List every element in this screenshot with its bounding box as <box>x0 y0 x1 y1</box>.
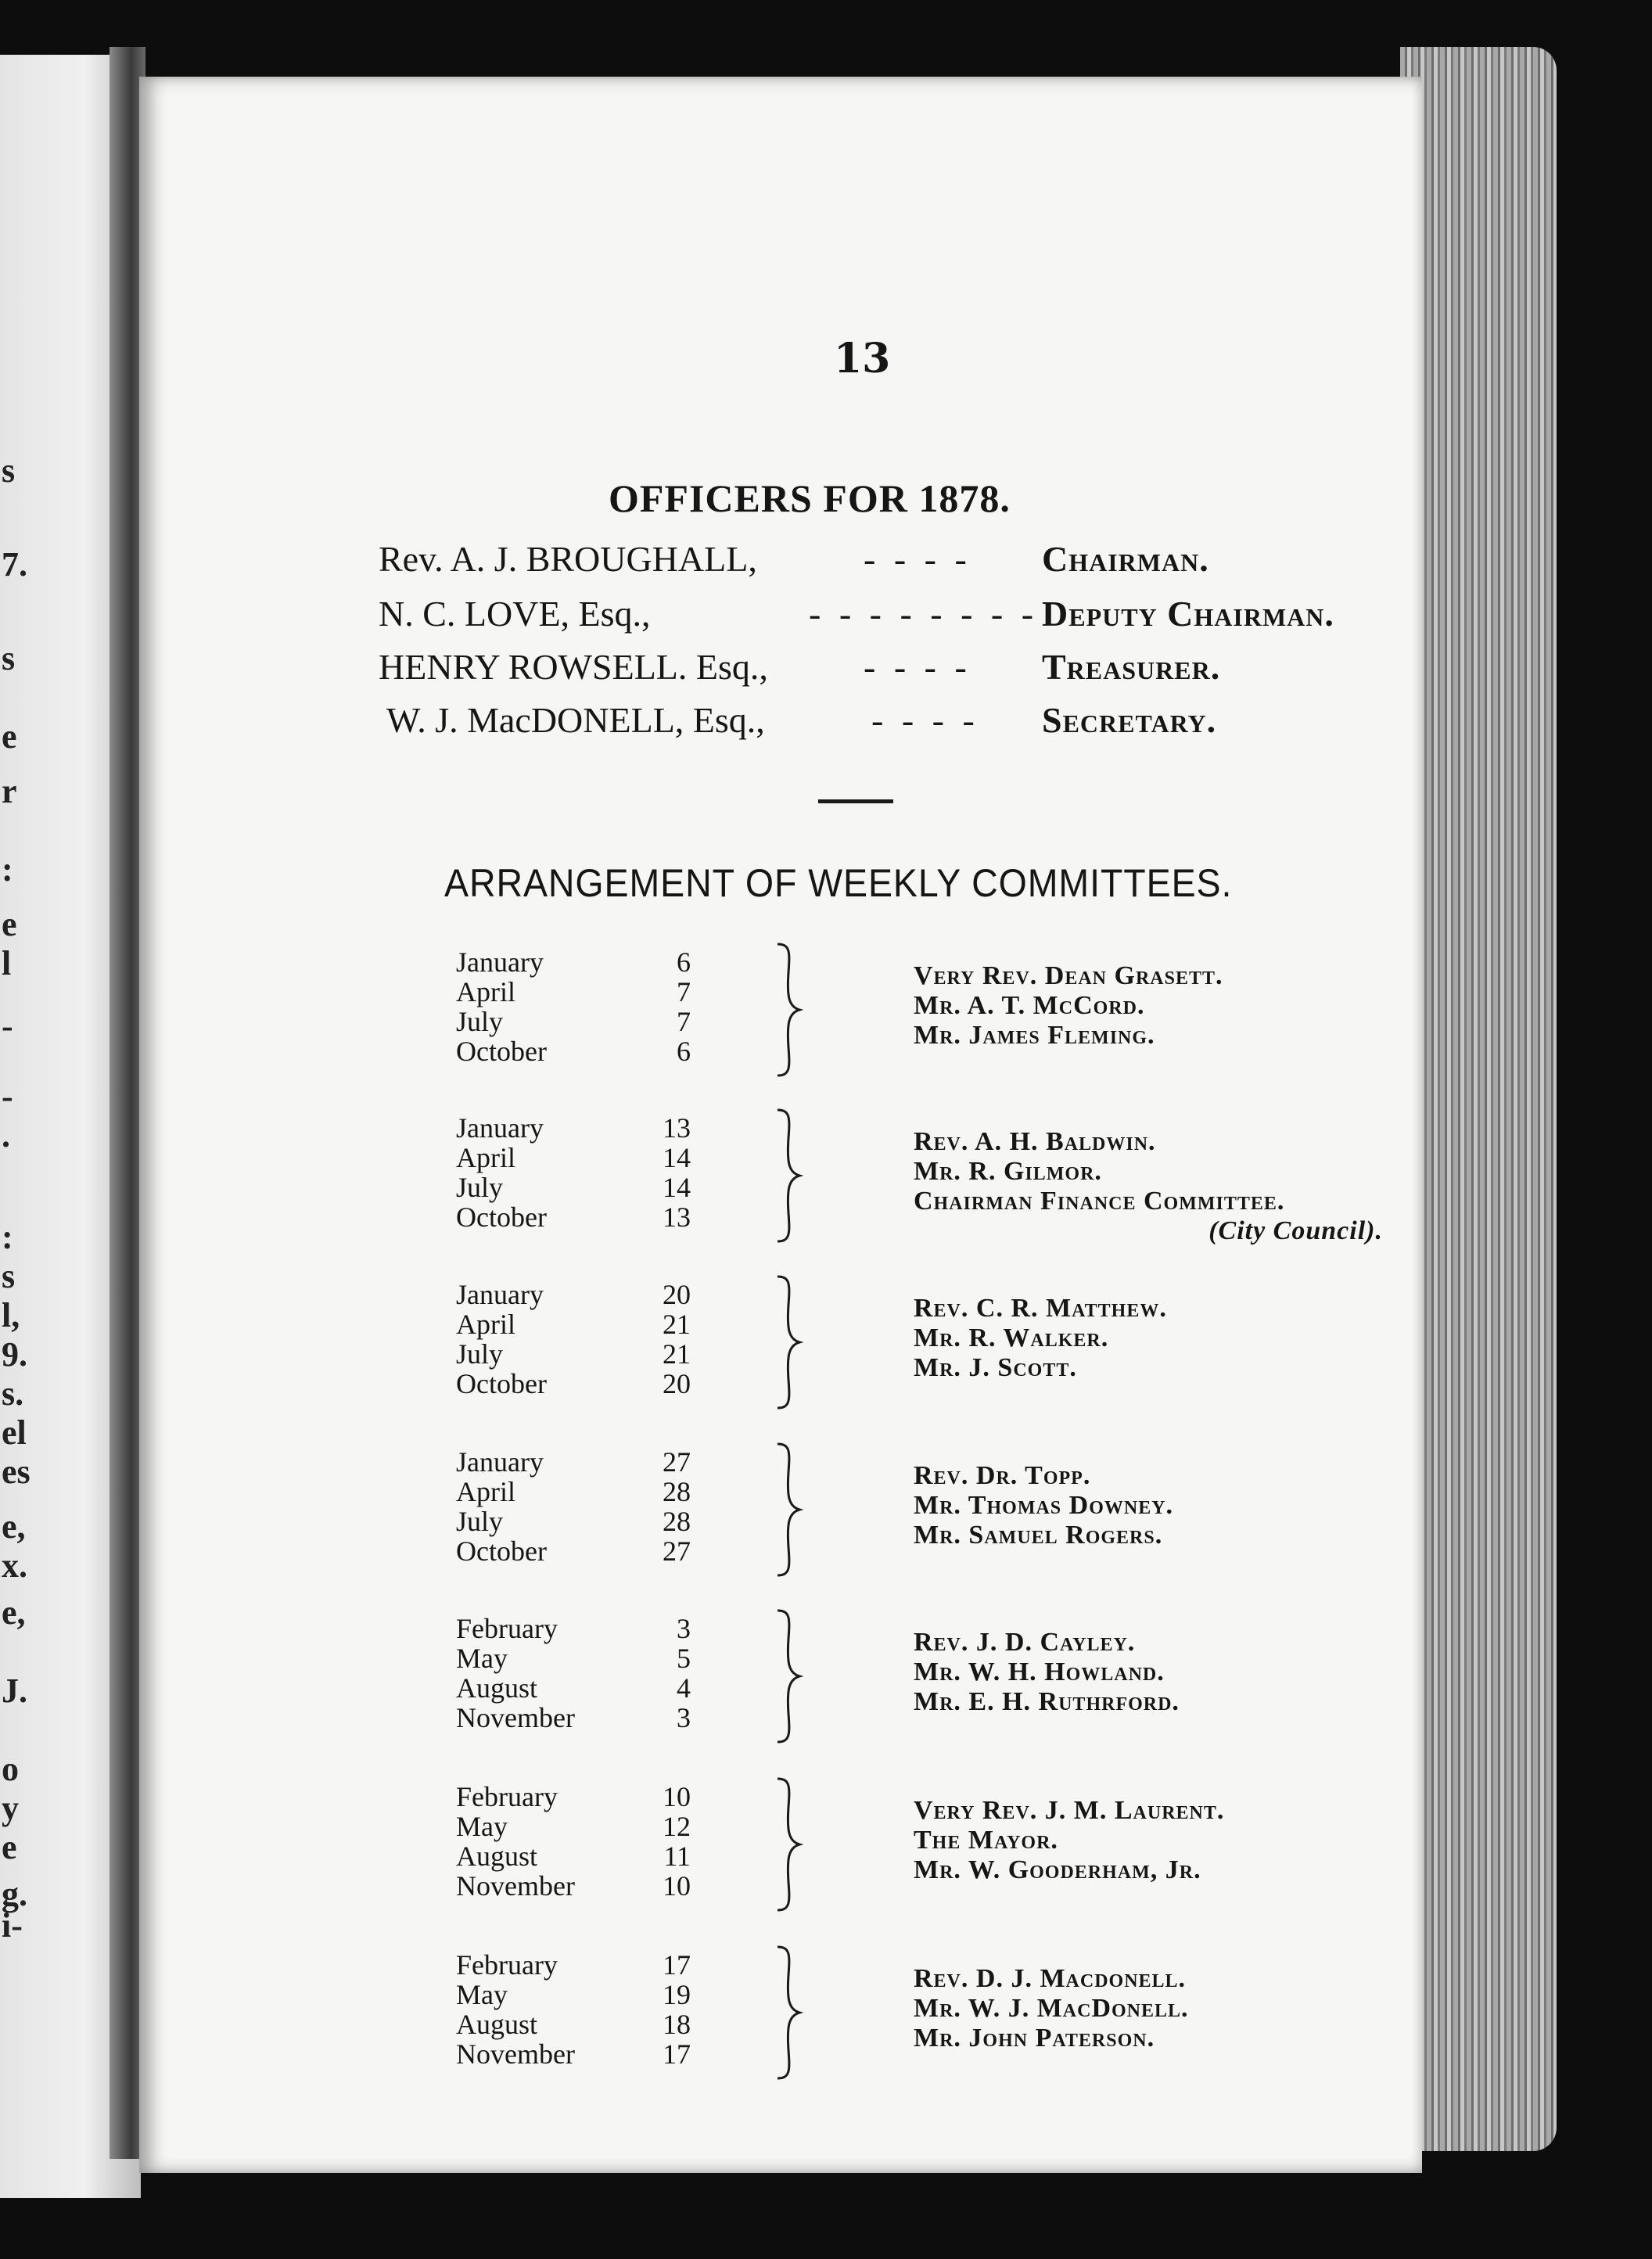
committee-member: Very Rev. J. M. Laurent. <box>914 1796 1225 1825</box>
committee-date <box>456 1536 691 1566</box>
committee-month: November <box>456 1702 575 1733</box>
committee-day: 5 <box>677 1643 691 1674</box>
committee-date <box>456 1202 691 1232</box>
committee-month: October <box>456 1535 547 1567</box>
officer-leader-dashes: - - - - <box>871 700 979 740</box>
committee-month: August <box>456 2009 538 2040</box>
officer-name: Rev. A. J. BROUGHALL, <box>379 539 757 579</box>
committees-title: ARRANGEMENT OF WEEKLY COMMITTEES. <box>444 861 1233 905</box>
officer-row <box>386 699 1435 746</box>
committee-month: July <box>456 1506 504 1537</box>
committee-member: The Mayor. <box>914 1826 1058 1855</box>
committee-day: 6 <box>677 1036 691 1067</box>
committee-date <box>456 1871 691 1901</box>
left-page-fragment: s <box>2 639 16 677</box>
committee-date <box>456 1703 691 1733</box>
committee-day: 13 <box>663 1201 691 1233</box>
committee-day: 17 <box>663 2038 691 2070</box>
committee-month: July <box>456 1338 504 1370</box>
left-page-fragment: g. <box>2 1875 27 1913</box>
committee-month: April <box>456 1142 515 1173</box>
committee-day: 4 <box>677 1672 691 1704</box>
committee-day: 6 <box>677 946 691 978</box>
committee-day: 28 <box>663 1506 691 1537</box>
officer-name: HENRY ROWSELL. Esq., <box>379 647 768 687</box>
committee-day: 14 <box>663 1172 691 1203</box>
committee-members <box>914 1127 1414 1246</box>
committee-month: April <box>456 976 515 1007</box>
committee-date <box>456 1507 691 1536</box>
committee-member: Mr. A. T. McCord. <box>914 991 1145 1020</box>
officer-row <box>379 538 1427 585</box>
committee-date <box>456 1782 691 1812</box>
committee-date <box>456 1447 691 1477</box>
committee-member: Rev. C. R. Matthew. <box>914 1294 1167 1323</box>
committee-members <box>914 1628 1414 1717</box>
committee-day: 14 <box>663 1142 691 1173</box>
grouping-brace <box>773 941 804 1079</box>
committee-day: 7 <box>677 1006 691 1037</box>
committee-date <box>456 1980 691 2009</box>
committee-day: 21 <box>663 1309 691 1340</box>
committee-date <box>456 1339 691 1369</box>
left-page-fragment: r <box>2 772 17 810</box>
committee-day: 21 <box>663 1338 691 1370</box>
committee-date <box>456 1477 691 1507</box>
left-page-fragment: o <box>2 1750 19 1788</box>
committee-day: 20 <box>663 1279 691 1310</box>
committee-day: 11 <box>663 1841 691 1872</box>
committee-date <box>456 2009 691 2039</box>
officer-leader-dashes: - - - - <box>864 647 971 687</box>
committee-member: Chairman Finance Committee. <box>914 1187 1285 1216</box>
committee-members <box>914 1964 1414 2053</box>
committee-member: Mr. R. Gilmor. <box>914 1157 1102 1186</box>
committee-day: 27 <box>663 1535 691 1567</box>
committee-member: Mr. W. H. Howland. <box>914 1657 1165 1686</box>
committee-member: Mr. R. Walker. <box>914 1323 1109 1352</box>
left-page-fragment: - <box>2 1007 13 1045</box>
committee-month: July <box>456 1172 504 1203</box>
page-edges <box>1400 47 1557 2151</box>
officer-row <box>379 646 1427 693</box>
committee-member: Rev. D. J. Macdonell. <box>914 1964 1187 1993</box>
left-page-fragment: e <box>2 717 17 756</box>
committee-date <box>456 1812 691 1841</box>
officer-leader-dashes: - - - - - - - - <box>809 594 1039 634</box>
committee-date <box>456 1036 691 1066</box>
committee-member: Rev. Dr. Topp. <box>914 1461 1091 1490</box>
committee-day: 12 <box>663 1811 691 1842</box>
committee-month: October <box>456 1036 547 1067</box>
committee-day: 28 <box>663 1476 691 1507</box>
committee-month: May <box>456 1643 508 1674</box>
left-page-fragment: e, <box>2 1507 26 1546</box>
committee-day: 13 <box>663 1112 691 1144</box>
left-page-fragment: s <box>2 1257 16 1295</box>
officer-name: W. J. MacDONELL, Esq., <box>386 700 765 740</box>
committee-members <box>914 1796 1414 1885</box>
officers-title: OFFICERS FOR 1878. <box>609 476 1011 520</box>
committee-day: 19 <box>663 1979 691 2010</box>
left-page-fragment: x. <box>2 1546 27 1585</box>
committee-members <box>914 961 1414 1050</box>
committee-day: 18 <box>663 2009 691 2040</box>
committee-member: Rev. A. H. Baldwin. <box>914 1127 1156 1156</box>
committee-date <box>456 1950 691 1980</box>
left-page-fragment: 9. <box>2 1335 27 1374</box>
committee-member: Mr. J. Scott. <box>914 1353 1077 1382</box>
left-page-fragment: : <box>2 850 13 889</box>
committee-month: May <box>456 1979 508 2010</box>
left-page-fragment: - <box>2 1077 13 1115</box>
officer-role: Secretary. <box>1042 700 1217 740</box>
committee-month: April <box>456 1309 515 1340</box>
committee-month: February <box>456 1781 558 1812</box>
committee-month: October <box>456 1368 547 1399</box>
committee-group <box>456 1280 1395 1405</box>
committee-month: August <box>456 1672 538 1704</box>
committee-day: 3 <box>677 1613 691 1644</box>
committee-member: Mr. Samuel Rogers. <box>914 1521 1163 1550</box>
committee-month: January <box>456 1112 544 1144</box>
committee-group <box>456 1614 1395 1739</box>
left-page-fragment: y <box>2 1789 19 1827</box>
committee-month: November <box>456 1870 575 1902</box>
left-page-fragment: e <box>2 905 17 943</box>
committee-date <box>456 977 691 1007</box>
officer-role: Deputy Chairman. <box>1042 594 1334 634</box>
committee-member: Mr. Thomas Downey. <box>914 1491 1174 1520</box>
officer-leader-dashes: - - - - <box>864 539 971 579</box>
committee-date <box>456 1007 691 1036</box>
committee-day: 10 <box>663 1781 691 1812</box>
committee-month: February <box>456 1949 558 1981</box>
left-page-fragment: s <box>2 451 16 490</box>
committee-member-note: (City Council). <box>1208 1216 1383 1245</box>
committee-members <box>914 1461 1414 1550</box>
committee-group <box>456 1950 1395 2075</box>
left-page-fragment: 7. <box>2 545 27 584</box>
committee-date <box>456 1369 691 1399</box>
committee-group <box>456 1447 1395 1572</box>
committee-member: Mr. E. H. Ruthrford. <box>914 1687 1180 1716</box>
committee-month: January <box>456 946 544 978</box>
committee-month: July <box>456 1006 504 1037</box>
book-page <box>139 77 1422 2173</box>
officer-role: Treasurer. <box>1042 647 1221 687</box>
grouping-brace <box>773 1107 804 1244</box>
officer-name: N. C. LOVE, Esq., <box>379 594 651 634</box>
officer-role: Chairman. <box>1042 539 1209 579</box>
left-page-fragment: l <box>2 944 12 982</box>
committee-date <box>456 1614 691 1643</box>
committee-day: 3 <box>677 1702 691 1733</box>
grouping-brace <box>773 1776 804 1913</box>
committee-member: Mr. W. Gooderham, Jr. <box>914 1855 1201 1884</box>
committee-month: January <box>456 1446 544 1478</box>
page-number: 13 <box>834 335 891 382</box>
committee-month: April <box>456 1476 515 1507</box>
committee-member: Very Rev. Dean Grasett. <box>914 961 1223 990</box>
committee-month: August <box>456 1841 538 1872</box>
committee-day: 7 <box>677 976 691 1007</box>
committee-month: January <box>456 1279 544 1310</box>
committee-date <box>456 1143 691 1173</box>
left-page-fragment: s. <box>2 1374 24 1413</box>
left-page-fragment: e, <box>2 1593 26 1632</box>
left-page-fragment: . <box>2 1116 10 1155</box>
committee-date <box>456 1173 691 1202</box>
grouping-brace <box>773 1944 804 2081</box>
committee-group <box>456 947 1395 1072</box>
grouping-brace <box>773 1273 804 1411</box>
committee-date <box>456 2039 691 2069</box>
committee-member: Mr. John Paterson. <box>914 2024 1155 2052</box>
committee-date <box>456 1643 691 1673</box>
committee-date <box>456 1113 691 1143</box>
committee-date <box>456 947 691 977</box>
section-divider <box>818 799 893 803</box>
committee-date <box>456 1841 691 1871</box>
committee-month: February <box>456 1613 558 1644</box>
left-page-fragment: e <box>2 1828 17 1866</box>
committee-date <box>456 1309 691 1339</box>
committee-day: 27 <box>663 1446 691 1478</box>
committee-month: May <box>456 1811 508 1842</box>
committee-member: Mr. James Fleming. <box>914 1021 1155 1050</box>
left-page-fragment: J. <box>2 1672 27 1710</box>
officer-row <box>379 593 1427 640</box>
grouping-brace <box>773 1441 804 1578</box>
left-page-fragment: l, <box>2 1296 20 1334</box>
left-page-fragment: : <box>2 1218 13 1256</box>
committee-month: October <box>456 1201 547 1233</box>
committee-group <box>456 1782 1395 1907</box>
left-page-fragment: i- <box>2 1906 23 1945</box>
committee-member: Rev. J. D. Cayley. <box>914 1628 1136 1657</box>
left-page-fragment: el <box>2 1413 27 1452</box>
committee-day: 10 <box>663 1870 691 1902</box>
grouping-brace <box>773 1607 804 1745</box>
committee-members <box>914 1294 1414 1383</box>
committee-month: November <box>456 2038 575 2070</box>
committee-group <box>456 1112 1395 1245</box>
committee-day: 20 <box>663 1368 691 1399</box>
committee-day: 17 <box>663 1949 691 1981</box>
left-page-fragment: es <box>2 1453 31 1491</box>
committee-date <box>456 1280 691 1309</box>
committee-date <box>456 1673 691 1703</box>
committee-member: Mr. W. J. MacDonell. <box>914 1994 1189 2023</box>
